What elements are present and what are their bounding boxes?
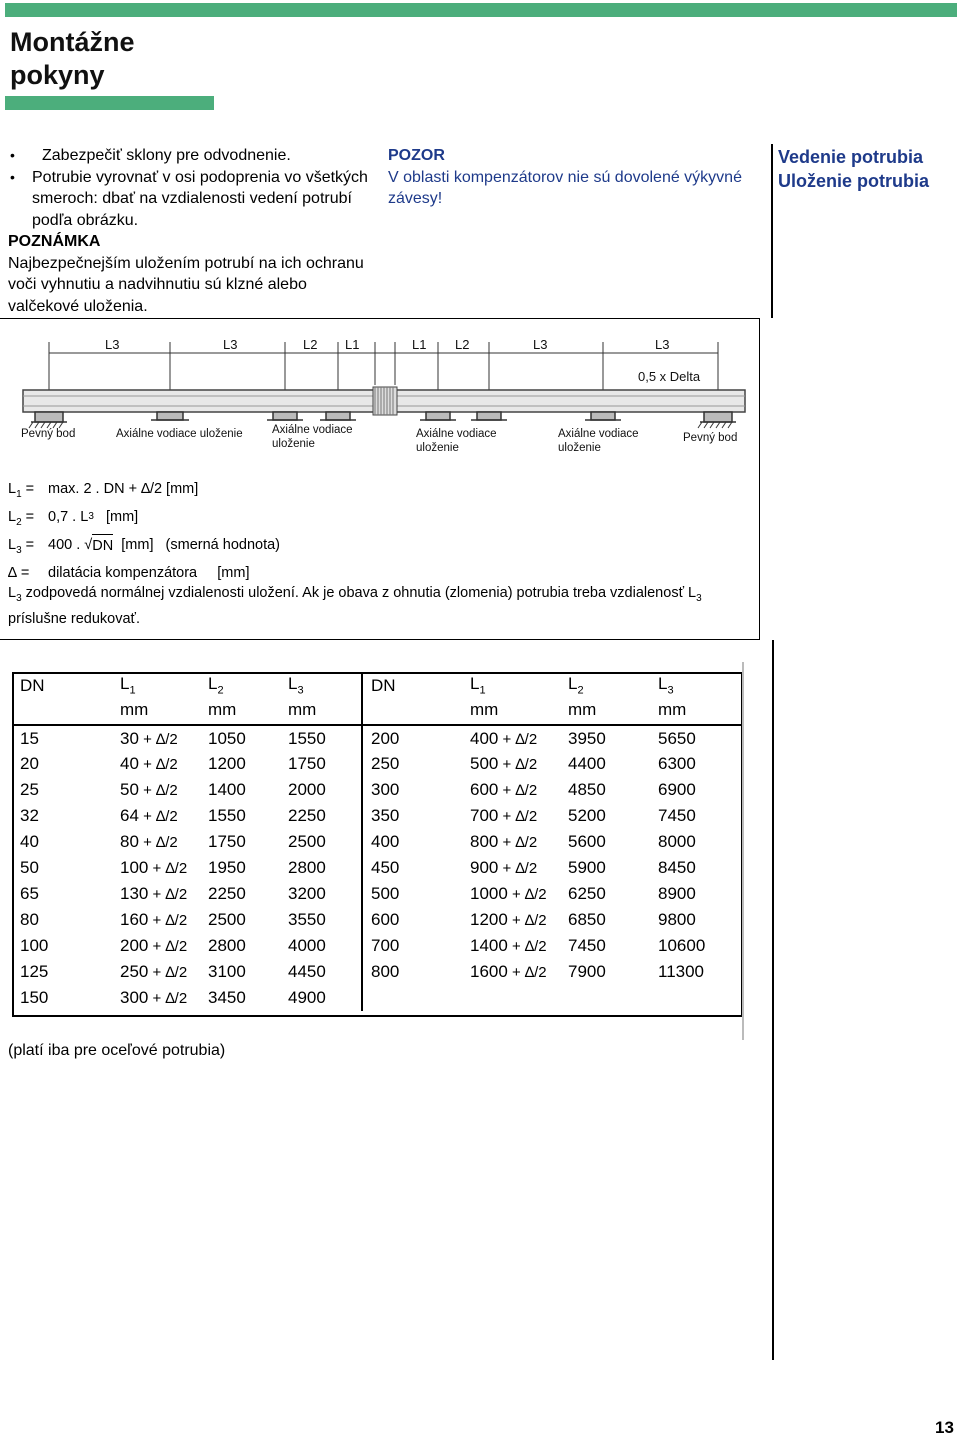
table-cell: 1750	[208, 832, 246, 851]
formula-l3: $L_3$ = 400 . √ DN [mm] (smerná hodnota)	[8, 534, 280, 562]
table-cell: 4850	[568, 780, 606, 799]
table-cell: 2800	[288, 858, 326, 877]
delta-half-icon: + ∆/2	[507, 964, 547, 981]
table-cell: 6850	[568, 910, 606, 929]
table-row	[12, 985, 743, 1011]
support-label: Axiálne vodiace	[416, 428, 497, 440]
sqrt-icon: √	[84, 536, 93, 553]
delta-half-icon: + ∆/2	[138, 834, 178, 851]
delta-half-icon: + ∆/2	[507, 938, 547, 955]
table-cell: 5600	[568, 832, 606, 851]
dim-label: L3	[105, 337, 120, 352]
table-cell: 800	[362, 959, 462, 985]
table-cell: 4900	[288, 988, 326, 1007]
table-cell: 1750	[288, 754, 326, 773]
table-cell: 1000 + ∆/2	[470, 884, 547, 903]
delta-half-icon: + ∆/2	[148, 912, 188, 929]
table-cell: 25	[20, 780, 39, 799]
table-row	[12, 959, 743, 985]
warning-heading: POZOR	[388, 147, 445, 164]
table-cell: 3200	[288, 884, 326, 903]
table-cell	[362, 985, 462, 1011]
delta-half-icon: + ∆/2	[498, 834, 538, 851]
delta-label: 0,5 x Delta	[638, 369, 701, 384]
dn-table	[12, 672, 743, 1017]
footnote: (platí iba pre oceľové potrubia)	[8, 1042, 226, 1059]
dim-label: L3	[533, 337, 548, 352]
table-cell: 11300	[658, 962, 705, 981]
note-text: Najbezpečnejším uložením potrubí na ich ochranu voči vyhnutiu a nadvihnutiu sú klzné alebo valčekové uloženia.	[8, 254, 364, 315]
table-body	[12, 725, 743, 1011]
table-cell: 250 + ∆/2	[120, 962, 188, 981]
table-cell: 200	[362, 725, 462, 751]
table-cell: 150	[20, 988, 49, 1007]
table-cell: 125	[20, 962, 49, 981]
table-cell: 2000	[288, 780, 326, 799]
table-cell: 160 + ∆/2	[120, 910, 188, 929]
support-label: uloženie	[272, 438, 315, 450]
support-label: Axiálne vodiace	[558, 428, 639, 440]
table-cell: 6300	[658, 754, 696, 773]
page-title-line2: pokyny	[10, 60, 105, 90]
instructions-column	[8, 145, 378, 317]
table-cell: 80 + ∆/2	[120, 832, 178, 851]
table-cell: 500 + ∆/2	[470, 754, 538, 773]
table-cell: 400	[362, 829, 462, 855]
note-heading: POZNÁMKA	[8, 233, 101, 250]
table-shadow-edge	[742, 662, 744, 1040]
delta-half-icon: + ∆/2	[148, 990, 188, 1007]
dim-label: L1	[412, 337, 427, 352]
list-item: • Zabezpečiť sklony pre odvodnenie.	[8, 145, 378, 167]
table-cell: 900 + ∆/2	[470, 858, 538, 877]
table-row	[12, 725, 743, 751]
table-row	[12, 933, 743, 959]
table-cell: 3100	[208, 962, 246, 981]
section-heading-line1: Vedenie potrubia	[778, 147, 924, 167]
delta-half-icon: + ∆/2	[138, 730, 178, 748]
table-cell: 5200	[568, 806, 606, 825]
table-cell: 1550	[288, 728, 326, 748]
delta-half-icon: + ∆/2	[148, 938, 188, 955]
support-label: Axiálne vodiace uloženie	[116, 428, 243, 440]
table-row	[12, 803, 743, 829]
table-cell: 1400 + ∆/2	[470, 936, 547, 955]
delta-half-icon: + ∆/2	[498, 860, 538, 877]
formula-value: DN	[92, 534, 113, 562]
formula-delta: ∆ = dilatácia kompenzátora [mm]	[8, 562, 280, 584]
table-cell	[462, 985, 560, 1011]
table-cell: 1950	[208, 858, 246, 877]
table-cell: 9800	[658, 910, 696, 929]
table-cell: 2250	[208, 884, 246, 903]
formula-value: 0,7 . L	[48, 508, 89, 525]
table-cell: 1050	[208, 728, 246, 748]
table-cell: 64 + ∆/2	[120, 806, 178, 825]
header-accent-bar	[5, 3, 957, 17]
delta-half-icon: + ∆/2	[498, 808, 538, 825]
table-cell: 2800	[208, 936, 246, 955]
pipe-support-diagram	[5, 320, 755, 475]
table-cell: 4000	[288, 936, 326, 955]
support-label: Axiálne vodiace	[272, 424, 353, 436]
dim-label: L2	[303, 337, 318, 352]
table-cell: 600 + ∆/2	[470, 780, 538, 799]
table-cell: 130 + ∆/2	[120, 884, 188, 903]
delta-half-icon: + ∆/2	[138, 782, 178, 799]
table-cell: 7450	[658, 806, 696, 825]
table-cell: 30 + ∆/2	[120, 728, 178, 748]
table-cell: 8000	[658, 832, 696, 851]
formula-value: 400 .	[48, 536, 85, 553]
table-cell: 80	[20, 910, 39, 929]
dim-label: L3	[223, 337, 238, 352]
table-cell: 500	[362, 881, 462, 907]
table-cell: 4450	[288, 962, 326, 981]
delta-half-icon: + ∆/2	[498, 730, 538, 748]
fixed-point-label: Pevný bod	[21, 428, 76, 440]
formula-unit: [mm]	[93, 508, 139, 525]
warning-text: V oblasti kompenzátorov nie sú dovolené výkyvné závesy!	[388, 168, 742, 207]
table-cell: 400 + ∆/2	[470, 728, 538, 748]
formula-block	[8, 478, 280, 584]
table-unit-row: mm mm mm mm mm mm	[12, 699, 743, 725]
table-row	[12, 751, 743, 777]
formula-l2: $L_2$ = 0,7 . L 3 [mm]	[8, 506, 280, 534]
table-cell	[650, 985, 743, 1011]
table-cell: 2250	[288, 806, 326, 825]
support-label: uloženie	[416, 442, 459, 454]
distance-note: $L_3$ zodpovedá normálnej vzdialenosti uložení. Ak je obava z ohnutia (zlomenia) potrubia treba vzdialenosť $L_3$ príslušne redukovať.	[8, 585, 702, 628]
table-cell: 4400	[568, 754, 606, 773]
table-cell: 6250	[568, 884, 606, 903]
delta-half-icon: + ∆/2	[507, 912, 547, 929]
table-cell: 10600	[658, 936, 706, 955]
table-cell: 450	[362, 855, 462, 881]
table-cell: 800 + ∆/2	[470, 832, 538, 851]
formula-value: max. 2 . DN + ∆/2 [mm]	[48, 481, 199, 497]
delta-half-icon: + ∆/2	[148, 886, 188, 903]
table-cell: 250	[362, 751, 462, 777]
page-number: 13	[935, 1418, 954, 1437]
delta-half-icon: + ∆/2	[507, 886, 547, 903]
table-row	[12, 829, 743, 855]
column-divider	[771, 144, 773, 318]
table-row	[12, 855, 743, 881]
section-heading-line2: Uloženie potrubia	[778, 171, 930, 191]
table-cell: 5650	[658, 728, 696, 748]
page-title	[10, 26, 135, 92]
column-divider	[772, 640, 774, 1360]
table-cell: 20	[20, 754, 39, 773]
table-row	[12, 907, 743, 933]
table-cell: 3450	[208, 988, 246, 1007]
dim-label: L2	[455, 337, 470, 352]
table-cell: 1400	[208, 780, 246, 799]
table-cell: 300 + ∆/2	[120, 988, 188, 1007]
table-cell: 3550	[288, 910, 326, 929]
table-cell: 2500	[288, 832, 326, 851]
table-cell: 7900	[568, 962, 606, 981]
table-cell: 100	[20, 936, 49, 955]
table-cell: 1200	[208, 754, 246, 773]
warning-column	[388, 145, 758, 210]
table-cell: 50	[20, 858, 39, 877]
table-cell: 2500	[208, 910, 246, 929]
table-cell: 65	[20, 884, 39, 903]
section-heading	[778, 145, 958, 193]
dn-spacing-table	[12, 672, 743, 1011]
table-cell: 40	[20, 832, 39, 851]
delta-half-icon: + ∆/2	[498, 756, 538, 773]
table-row	[12, 881, 743, 907]
support-label: uloženie	[558, 442, 601, 454]
formula-value: [mm] (smerná hodnota)	[113, 536, 281, 553]
table-cell: 8900	[658, 884, 696, 903]
list-item: • Potrubie vyrovnať v osi podoprenia vo všetkých smeroch: dbať na vzdialenosti vedení potrubí podľa obrázku.	[8, 167, 378, 232]
table-cell: 1600 + ∆/2	[470, 962, 547, 981]
dim-label: L3	[655, 337, 670, 352]
table-cell: 1200 + ∆/2	[470, 910, 547, 929]
delta-half-icon: + ∆/2	[148, 964, 188, 981]
table-cell	[560, 985, 650, 1011]
table-cell: 15	[20, 728, 39, 748]
dim-label: L1	[345, 337, 360, 352]
table-header-row: DN $L_1$ $L_2$ $L_3$ DN $L_1$ $L_2$ $L_3$	[12, 672, 743, 699]
table-cell: 40 + ∆/2	[120, 754, 178, 773]
delta-icon: ∆	[8, 564, 17, 581]
delta-half-icon: + ∆/2	[148, 860, 188, 877]
table-cell: 600	[362, 907, 462, 933]
title-underline-bar	[5, 96, 214, 110]
delta-half-icon: + ∆/2	[498, 782, 538, 799]
instruction-list	[8, 145, 378, 231]
table-cell: 700	[362, 933, 462, 959]
table-cell: 5900	[568, 858, 606, 877]
table-cell: 50 + ∆/2	[120, 780, 178, 799]
table-cell: 350	[362, 803, 462, 829]
page-title-line1: Montážne	[10, 27, 135, 57]
table-cell: 7450	[568, 936, 606, 955]
delta-half-icon: + ∆/2	[138, 808, 178, 825]
table-row	[12, 777, 743, 803]
formula-value: dilatácia kompenzátora [mm]	[48, 564, 250, 581]
table-cell: 6900	[658, 780, 696, 799]
table-cell: 32	[20, 806, 39, 825]
fixed-point-label: Pevný bod	[683, 432, 738, 444]
table-cell: 100 + ∆/2	[120, 858, 188, 877]
table-cell: 3950	[568, 728, 606, 748]
table-cell: 700 + ∆/2	[470, 806, 538, 825]
table-cell: 200 + ∆/2	[120, 936, 188, 955]
delta-half-icon: + ∆/2	[138, 756, 178, 773]
table-cell: 300	[362, 777, 462, 803]
formula-l1: $L_1$ = max. 2 . DN + ∆/2 [mm]	[8, 478, 280, 506]
table-cell: 8450	[658, 858, 696, 877]
table-cell: 1550	[208, 806, 246, 825]
